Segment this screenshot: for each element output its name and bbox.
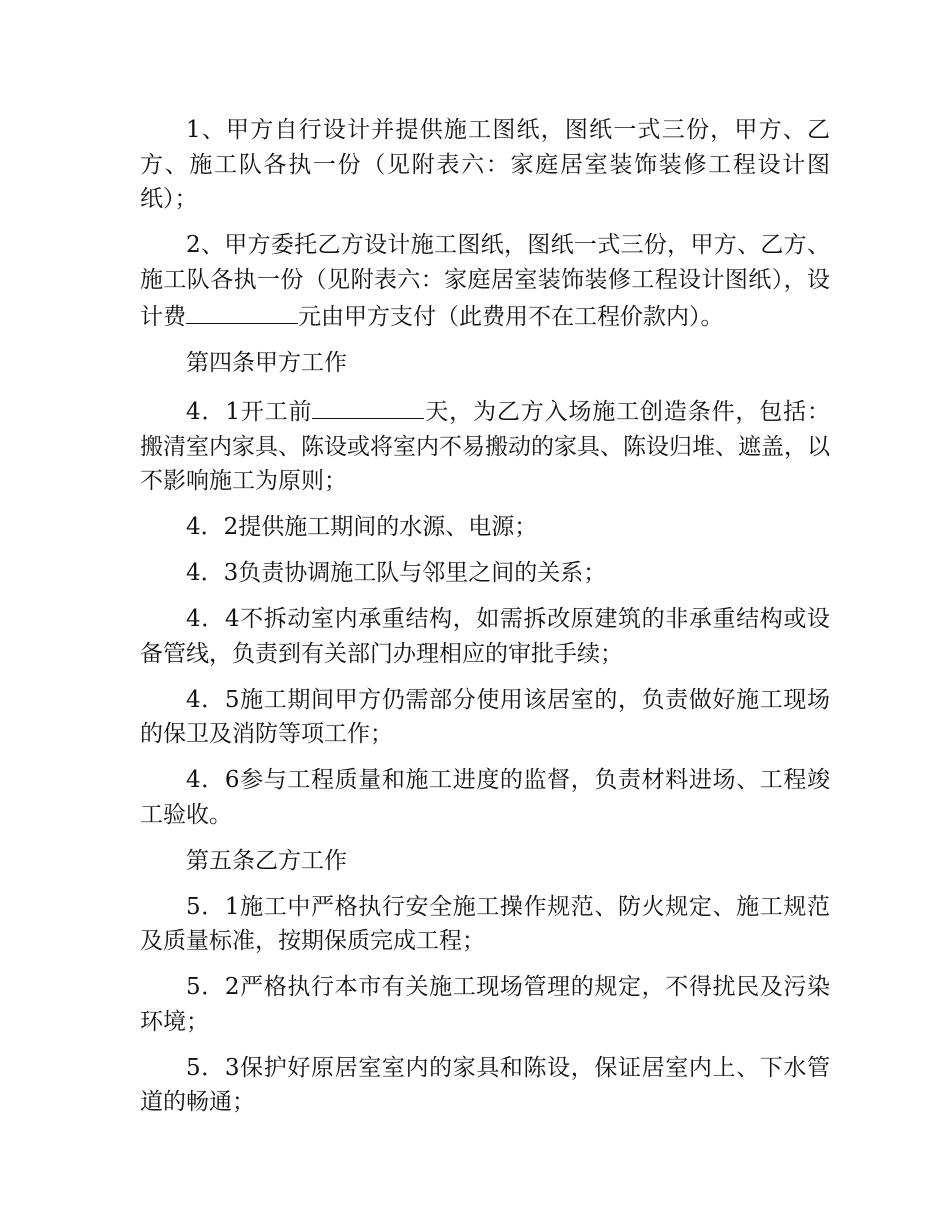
days-before-start-blank [312,392,424,419]
clause-4-3: 4．3负责协调施工队与邻里之间的关系； [186,560,607,586]
clause-3-2-text-before: 2、甲方委托乙方设计施工图纸，图纸一式三份，甲方、乙方、施工队各执一份（见附表六：家庭居室装饰装修工程设计图纸），设计费 [140,232,830,330]
clause-4-5: 4．5施工期间甲方仍需部分使用该居室的，负责做好施工现场的保卫及消防等项工作； [140,686,830,747]
clause-3-1: 1、甲方自行设计并提供施工图纸，图纸一式三份，甲方、乙方、施工队各执一份（见附表六：家庭居室装饰装修工程设计图纸）； [140,117,830,212]
article-5-heading: 第五条乙方工作 [186,847,347,874]
clause-4-1-text-before: 4．1开工前 [186,399,313,425]
document-page [140,113,830,1131]
clause-3-2-text-after: 元由甲方支付（此费用不在工程价款内）。 [298,304,724,330]
clause-5-2: 5．2严格执行本市有关施工现场管理的规定，不得扰民及污染环境； [140,974,830,1035]
clause-4-1-text-after: 天，为乙方入场施工创造条件，包括：搬清室内家具、陈设或将室内不易搬动的家具、陈设归堆、遮盖，以不影响施工为原则； [140,399,830,494]
clause-4-2: 4．2提供施工期间的水源、电源； [186,514,538,540]
clause-5-1: 5．1施工中严格执行安全施工操作规范、防火规定、施工规范及质量标准，按期保质完成工程； [140,893,830,954]
clause-4-4: 4．4不拆动室内承重结构，如需拆改原建筑的非承重结构或设备管线，负责到有关部门办理相应的审批手续； [140,606,830,667]
clause-4-1 [140,392,830,499]
clause-3-2 [140,228,830,335]
design-fee-blank [186,297,298,324]
clause-5-3: 5．3保护好原居室室内的家具和陈设，保证居室内上、下水管道的畅通； [140,1054,830,1115]
clause-4-6: 4．6参与工程质量和施工进度的监督，负责材料进场、工程竣工验收。 [140,767,830,828]
article-4-heading: 第四条甲方工作 [186,350,347,376]
